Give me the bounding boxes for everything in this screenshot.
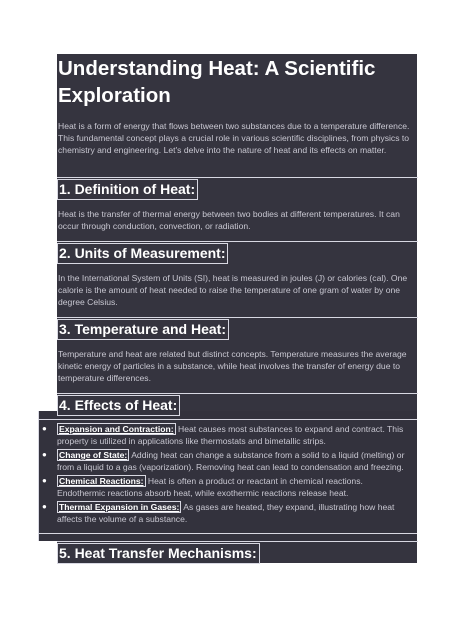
list-item-term: Chemical Reactions: (59, 476, 144, 486)
bullet-icon: ● (42, 450, 47, 459)
list-item-term: Thermal Expansion in Gases: (59, 502, 180, 512)
heading-heat-transfer: 5. Heat Transfer Mechanisms: (57, 543, 260, 564)
section-divider (57, 241, 418, 242)
heading-definition: 1. Definition of Heat: (57, 179, 198, 200)
list-top-border (38, 419, 417, 420)
page-title: Understanding Heat: A Scientific Exploration (58, 57, 376, 107)
section-divider (57, 177, 418, 178)
definition-paragraph: Heat is the transfer of thermal energy between two bodies at different temperatures. It can occur through conduction, convection, or radiation. (58, 209, 400, 231)
bullet-icon: ● (42, 502, 47, 511)
heading-temperature: 3. Temperature and Heat: (57, 319, 229, 340)
temperature-paragraph: Temperature and heat are related but distinct concepts. Temperature measures the average kinetic energy of particles in a substance, while heat involves the transfer of energy due to temperature differences. (58, 349, 407, 383)
heading-effects: 4. Effects of Heat: (57, 395, 180, 416)
units-paragraph: In the International System of Units (SI), heat is measured in joules (J) or calories (cal). One calorie is the amount of heat needed to raise the temperature of one gram of water by one degree Celsius. (58, 273, 408, 307)
list-bottom-border (38, 533, 417, 534)
effects-list (38, 423, 410, 527)
intro-paragraph: Heat is a form of energy that flows between two substances due to a temperature difference. This fundamental concept plays a crucial role in various scientific disciplines, from physics to chemistry and engineering. Let's delve into the nature of heat and its effects on matter. (58, 121, 410, 155)
list-item-text: As gases are heated, they expand, illustrating how heat affects the volume of a substance. (57, 502, 395, 524)
bullet-icon: ● (42, 476, 47, 485)
list-item (38, 423, 410, 447)
list-item-text: Heat is often a product or reactant in chemical reactions. Endothermic reactions absorb heat, while exothermic reactions release heat. (57, 476, 363, 498)
list-item-text: Adding heat can change a substance from a solid to a liquid (melting) or from a liquid to a gas (vaporization). Removing heat can lead to condensation and freezing. (57, 450, 405, 472)
list-item-term: Expansion and Contraction: (59, 424, 174, 434)
section-divider (57, 317, 418, 318)
list-item-text: Heat causes most substances to expand and contract. This property is utilized in applications like thermostats and bimetallic strips. (57, 424, 404, 446)
bullet-icon: ● (42, 424, 47, 433)
list-item (38, 475, 410, 499)
heading-units: 2. Units of Measurement: (57, 243, 228, 264)
list-item-term: Change of State: (59, 450, 128, 460)
section-divider (57, 393, 418, 394)
list-item (38, 449, 410, 473)
section-divider (57, 541, 418, 542)
list-item (38, 501, 410, 525)
